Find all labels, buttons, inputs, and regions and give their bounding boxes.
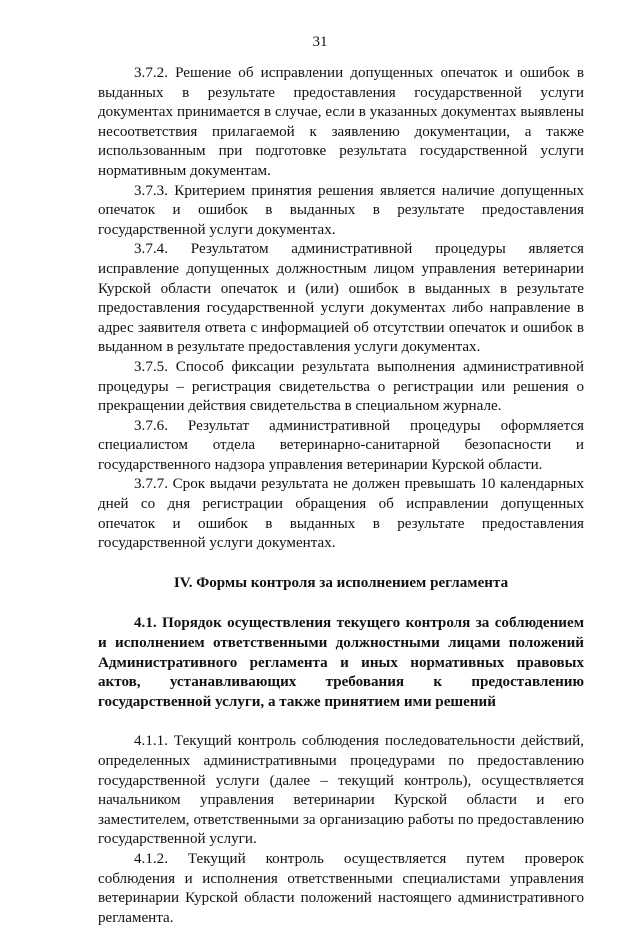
page-number: 31 [312,34,328,50]
paragraph-3-7-6: 3.7.6. Результат административной процедуры оформляется специалистом отдела ветеринарно-санитарной безопасности и государственного надзора управления ветеринарии Курской области. [98,417,584,473]
paragraph-4-1-2: 4.1.2. Текущий контроль осуществляется путем проверок соблюдения и исполнения ответственными специалистами управления ветеринарии Курской области положений настоящего административного регламента. [98,850,584,926]
paragraph-4-1-1: 4.1.1. Текущий контроль соблюдения последовательности действий, определенных административными процедурами по предоставлению государственной услуги (далее – текущий контроль), осуществляется начальником управления ветеринарии Курской области и его заместителем, ответственными за организацию работы по предоставлению государственной услуги. [98,733,584,848]
paragraph-3-7-7: 3.7.7. Срок выдачи результата не должен превышать 10 календарных дней со дня регистрации обращения об исправлении допущенных опечаток и ошибок в выданных в результате предоставления государственной услуги документах. [98,476,584,552]
subsection-heading: 4.1. Порядок осуществления текущего контроля за соблюдением и исполнением ответственными должностными лицами положений Административного регламента и иных нормативных правовых актов, устанавливающих требования к предоставлению государственной услуги, а также принятием ими решений [98,615,584,710]
paragraph-3-7-3: 3.7.3. Критерием принятия решения является наличие допущенных опечаток и ошибок в выданных в результате предоставления государственной услуги документах. [98,182,584,238]
paragraph-3-7-2: 3.7.2. Решение об исправлении допущенных опечаток и ошибок в выданных в результате предоставления государственной услуги документах принимается в случае, если в указанных документах выявлены несоответствия прилагаемой к заявлению документации, а также использованным при подготовке результата государственной услуги нормативным документам. [98,65,584,179]
paragraph-3-7-5: 3.7.5. Способ фиксации результата выполнения административной процедуры – регистрация свидетельства о регистрации или решения о прекращении действия свидетельства в специальном журнале. [98,358,584,415]
section-heading: IV. Формы контроля за исполнением регламента [173,574,509,591]
paragraph-3-7-4: 3.7.4. Результатом административной процедуры является исправление допущенных должностным лицом управления ветеринарии Курской области опечаток и (или) ошибок в выданных в результате предоставления государственной услуги документах либо направление в адрес заявителя ответа с информацией об отсутствии опечаток и ошибок в выданном в результате предоставления услуги документах. [98,241,584,356]
document-body [98,64,584,928]
